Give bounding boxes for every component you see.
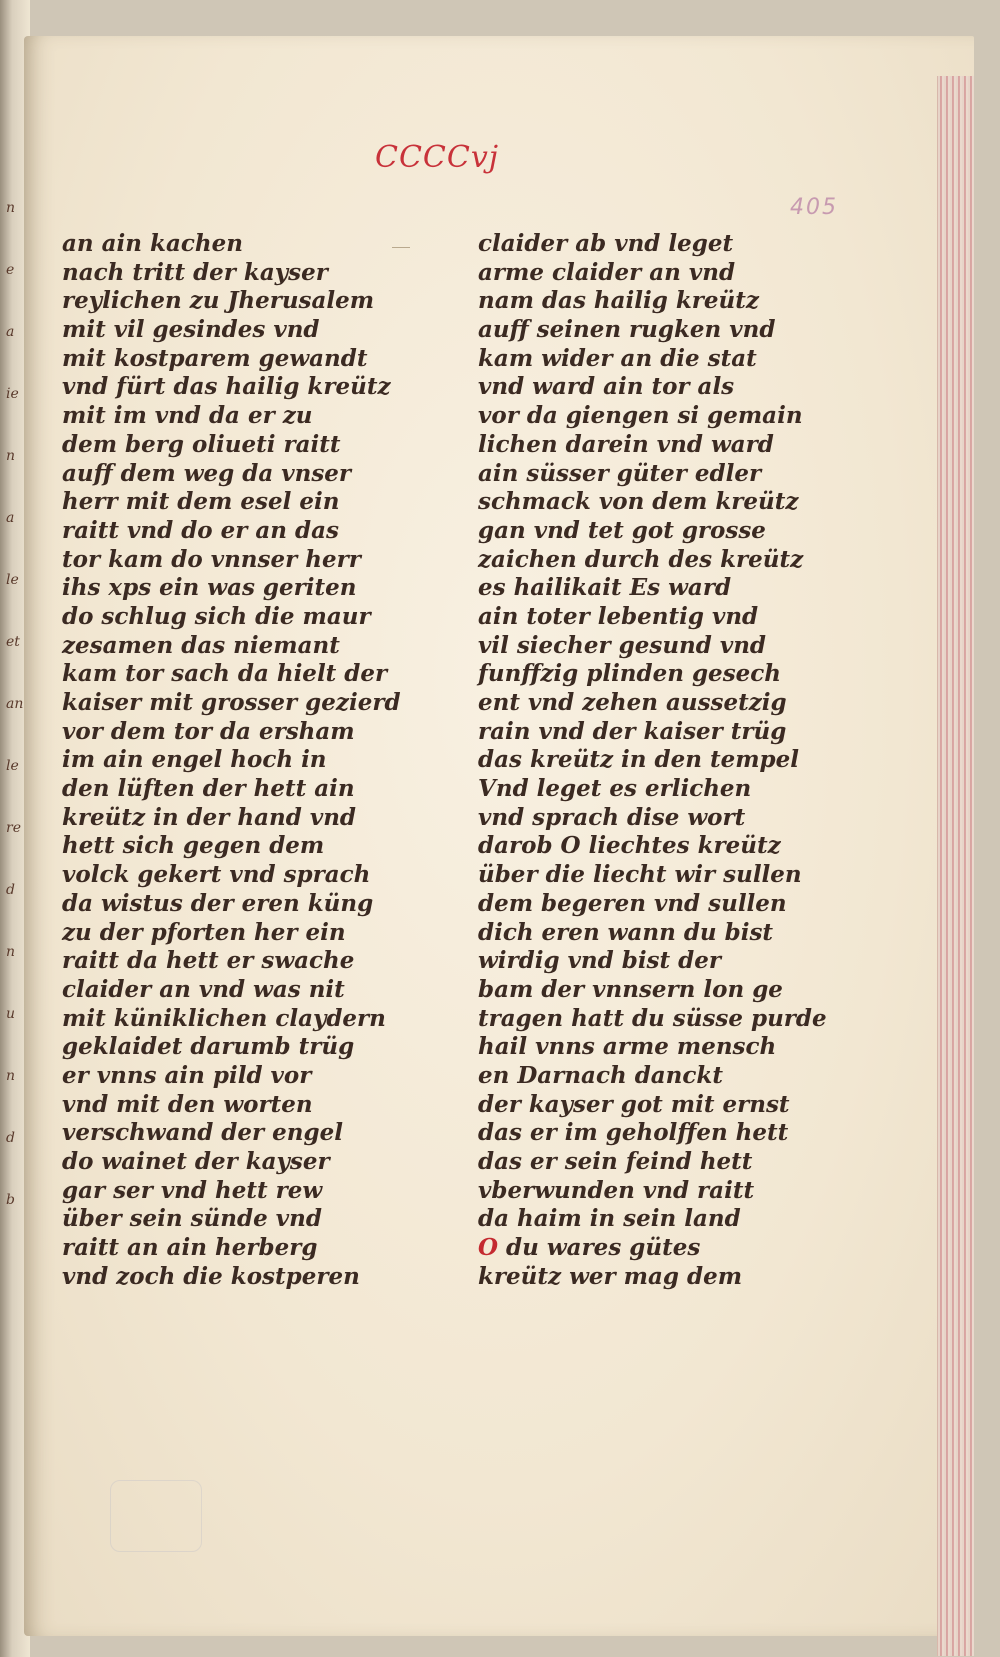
text-line: auff dem weg da vnser — [62, 459, 352, 487]
edge-fragment: et — [6, 634, 20, 650]
text-column-left — [62, 230, 401, 1291]
edge-fragment: le — [6, 758, 19, 774]
text-line: vnd fürt das hailig kreütz — [62, 373, 391, 401]
text-line: ent vnd zehen aussetzig — [478, 689, 787, 716]
text-line: vor dem tor da ersham — [62, 717, 355, 745]
edge-fragment: a — [6, 324, 15, 340]
text-line: nach tritt der kayser — [62, 258, 328, 286]
text-line: ain toter lebentig vnd — [478, 602, 759, 630]
text-line: es hailikait Es ward — [478, 574, 732, 602]
text-line: hett sich gegen dem — [62, 832, 325, 860]
text-line: funffzig plinden gesech — [478, 660, 781, 688]
edge-fragment: a — [6, 510, 15, 526]
text-line: verschwand der engel — [62, 1119, 343, 1147]
text-line: vnd zoch die kostperen — [62, 1262, 360, 1290]
pencil-page-number: 405 — [790, 195, 838, 220]
text-line: lichen darein vnd ward — [478, 430, 774, 458]
edge-fragment: u — [6, 1006, 16, 1022]
text-line: der kayser got mit ernst — [478, 1090, 790, 1118]
text-line: vberwunden vnd raitt — [478, 1176, 755, 1204]
text-line: kaiser mit grosser gezierd — [62, 689, 401, 716]
text-line: zesamen das niemant — [62, 631, 340, 659]
text-line: kam wider an die stat — [478, 344, 757, 372]
text-line: an ain kachen — [62, 230, 243, 257]
text-line: zaichen durch des kreütz — [478, 545, 804, 573]
text-line: da wistus der eren küng — [62, 889, 374, 917]
text-line: vor da giengen si gemain — [478, 402, 803, 430]
text-column-right — [478, 230, 827, 1291]
text-line: raitt da hett er swache — [62, 947, 355, 975]
text-line: Vnd leget es erlichen — [478, 775, 752, 803]
text-line: über die liecht wir sullen — [478, 861, 802, 889]
text-line: das kreütz in den tempel — [478, 746, 800, 774]
text-line: nam das hailig kreütz — [478, 287, 759, 315]
text-line: gan vnd tet got grosse — [478, 516, 766, 544]
text-line: reylichen zu Jherusalem — [62, 287, 375, 315]
text-line: arme claider an vnd — [478, 258, 736, 286]
text-line: ain süsser güter edler — [478, 459, 762, 487]
text-line: tor kam do vnnser herr — [62, 545, 361, 573]
edge-fragment: ie — [6, 386, 19, 402]
text-line: dem begeren vnd sullen — [478, 889, 787, 917]
text-line: rain vnd der kaiser trüg — [478, 717, 787, 745]
text-line: den lüften der hett ain — [62, 775, 355, 803]
text-line: tragen hatt du süsse purde — [478, 1004, 827, 1032]
edge-fragment: b — [6, 1192, 15, 1208]
folio-number: CCCCvj — [375, 140, 500, 175]
text-line: kreütz wer mag dem — [478, 1262, 743, 1290]
text-line: claider ab vnd leget — [478, 230, 734, 257]
text-line: claider an vnd was nit — [62, 975, 345, 1003]
text-line: er vnns ain pild vor — [62, 1061, 312, 1089]
page-edges — [937, 76, 974, 1656]
edge-fragment: an — [6, 696, 24, 712]
text-line: do wainet der kayser — [62, 1148, 330, 1175]
text-line: bam der vnnsern lon ge — [478, 975, 783, 1003]
faint-stamp — [110, 1480, 202, 1552]
text-line: das er sein feind hett — [478, 1148, 753, 1175]
text-line: ihs xps ein was geriten — [62, 574, 357, 602]
text-line: en Darnach danckt — [478, 1061, 723, 1089]
text-line: volck gekert vnd sprach — [62, 861, 371, 889]
text-line: do schlug sich die maur — [62, 602, 371, 630]
text-line: im ain engel hoch in — [62, 746, 327, 774]
text-line: vnd ward ain tor als — [478, 373, 735, 401]
text-line: da haim in sein land — [478, 1205, 741, 1233]
text-line: vil siecher gesund vnd — [478, 631, 767, 659]
text-line: geklaidet darumb trüg — [62, 1033, 355, 1061]
text-line: dem berg oliueti raitt — [62, 430, 341, 458]
edge-fragment: e — [6, 262, 15, 278]
text-line: darob O liechtes kreütz — [478, 832, 781, 860]
text-line: wirdig vnd bist der — [478, 947, 721, 975]
edge-fragment: d — [6, 882, 15, 898]
text-line: dich eren wann du bist — [478, 918, 774, 946]
edge-fragment: n — [6, 448, 16, 464]
text-line: kam tor sach da hielt der — [62, 660, 388, 688]
text-line: mit im vnd da er zu — [62, 402, 313, 430]
edge-fragment: n — [6, 200, 16, 216]
text-line: mit kostparem gewandt — [62, 344, 368, 372]
text-line: raitt vnd do er an das — [62, 516, 339, 544]
text-line: mit vil gesindes vnd — [62, 316, 320, 344]
text-line: gar ser vnd hett rew — [62, 1176, 323, 1204]
text-line: über sein sünde vnd — [62, 1205, 322, 1233]
text-line: auff seinen rugken vnd — [478, 316, 776, 344]
text-line: vnd sprach dise wort — [478, 803, 746, 831]
edge-fragment: le — [6, 572, 19, 588]
text-line: herr mit dem esel ein — [62, 488, 340, 516]
text-line: vnd mit den worten — [62, 1090, 313, 1118]
text-line: O du wares gütes — [478, 1234, 701, 1262]
text-line: raitt an ain herberg — [62, 1234, 318, 1262]
text-line: hail vnns arme mensch — [478, 1033, 777, 1061]
edge-fragment: n — [6, 944, 16, 960]
edge-fragment: d — [6, 1130, 15, 1146]
text-line: mit küniklichen claydern — [62, 1004, 386, 1032]
text-line: das er im geholffen hett — [478, 1119, 789, 1147]
text-line: kreütz in der hand vnd — [62, 803, 357, 831]
edge-fragment: n — [6, 1068, 16, 1084]
text-line: schmack von dem kreütz — [478, 488, 799, 516]
text-line: zu der pforten her ein — [62, 918, 346, 946]
edge-fragment: re — [6, 820, 21, 836]
